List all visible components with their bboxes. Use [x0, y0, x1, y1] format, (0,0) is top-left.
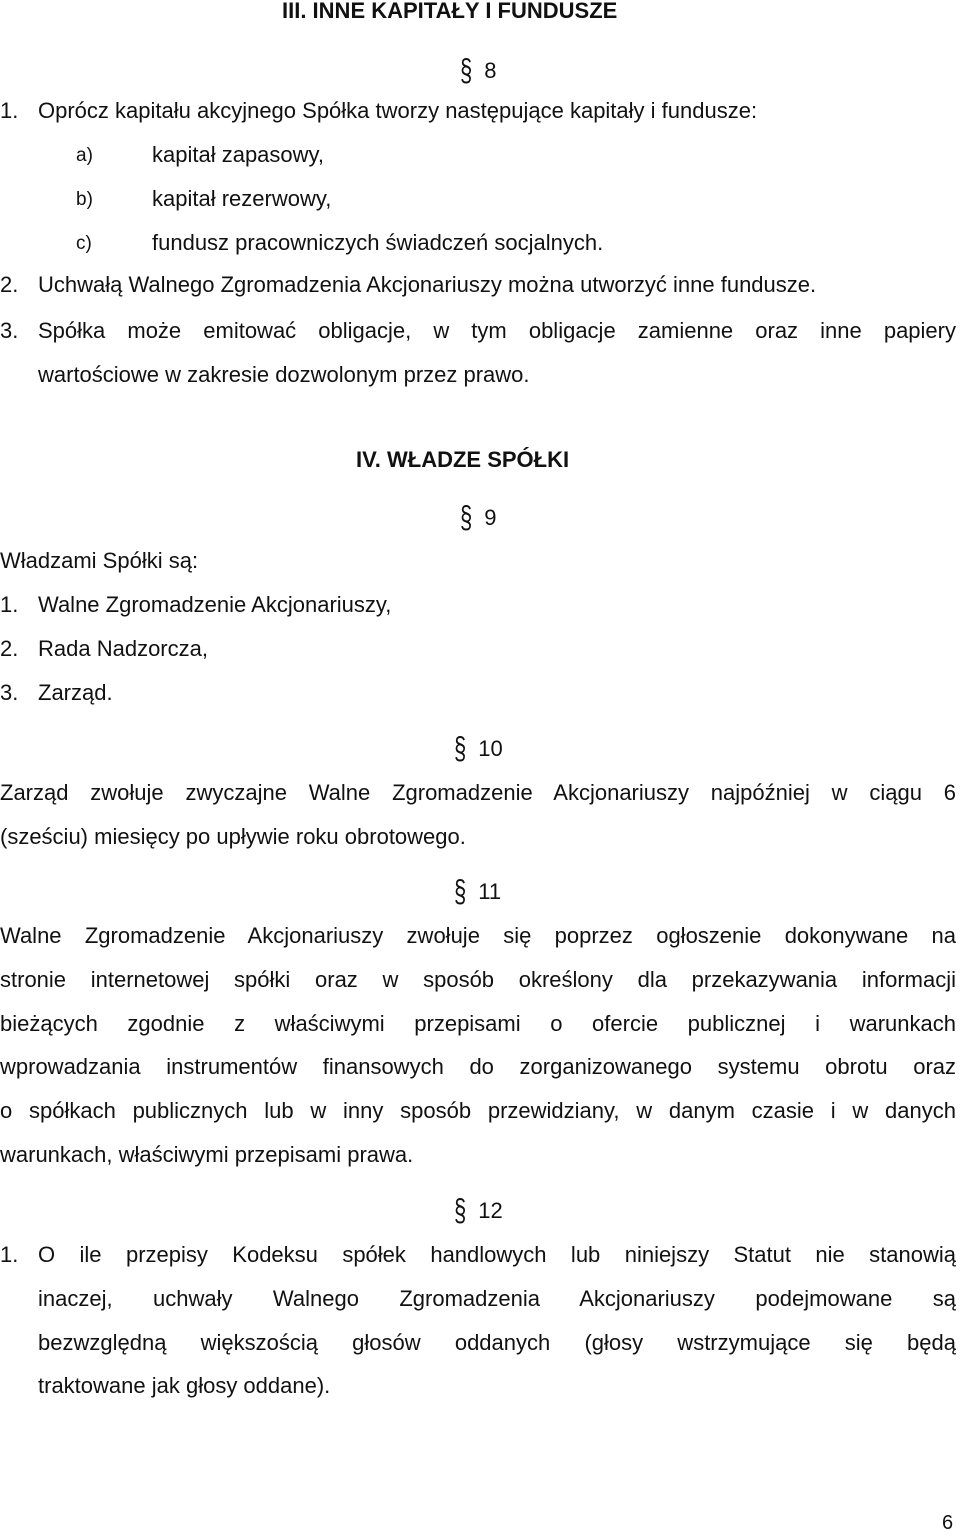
paragraph-number: 12 — [478, 1198, 503, 1223]
paragraph-line: bezwzględną większością głosów oddanych (głosy wstrzymujące się będą — [38, 1330, 956, 1355]
fund-letter: a) — [76, 145, 93, 166]
paragraph-number: 10 — [478, 736, 503, 761]
paragraph-line: stronie internetowej spółki oraz w sposób określony dla przekazywania informacji — [0, 967, 956, 992]
paragraph-line: o spółkach publicznych lub w inny sposób przewidziany, w danym czasie i w danych — [0, 1098, 956, 1123]
paragraph-mark-11 — [454, 873, 502, 910]
paragraph-number: 8 — [484, 58, 497, 83]
section-sign: § — [454, 730, 467, 767]
paragraph-line: bieżących zgodnie z właściwymi przepisami o ofercie publicznej i warunkach — [0, 1011, 956, 1036]
paragraph-number: 9 — [484, 505, 497, 530]
list-number: 2. — [0, 636, 19, 661]
paragraph-line: (sześciu) miesięcy po upływie roku obrotowego. — [0, 824, 466, 849]
paragraph-mark-8 — [460, 52, 497, 89]
page-number: 6 — [942, 1512, 954, 1534]
list-item-text: Spółka może emitować obligacje, w tym obligacje zamienne oraz inne papiery — [38, 318, 956, 343]
intro-text: Władzami Spółki są: — [0, 548, 199, 573]
list-number: 1. — [0, 1242, 19, 1267]
paragraph-mark-10 — [454, 730, 503, 767]
list-item-text: wartościowe w zakresie dozwolonym przez prawo. — [38, 362, 530, 387]
section-sign: § — [460, 499, 473, 536]
list-item-text: Walne Zgromadzenie Akcjonariuszy, — [38, 592, 392, 617]
section-sign: § — [454, 873, 467, 910]
section-sign: § — [454, 1192, 467, 1229]
list-number: 2. — [0, 272, 19, 297]
paragraph-line: Walne Zgromadzenie Akcjonariuszy zwołuje się poprzez ogłoszenie dokonywane na — [0, 923, 956, 948]
fund-letter: b) — [76, 189, 93, 210]
paragraph-line: traktowane jak głosy oddane). — [38, 1373, 331, 1398]
list-number: 3. — [0, 318, 19, 343]
fund-item: fundusz pracowniczych świadczeń socjalnych. — [152, 230, 604, 255]
paragraph-line: inaczej, uchwały Walnego Zgromadzenia Akcjonariuszy podejmowane są — [38, 1286, 956, 1311]
fund-item: kapitał rezerwowy, — [152, 186, 332, 211]
list-item-text: Uchwałą Walnego Zgromadzenia Akcjonariuszy można utworzyć inne fundusze. — [38, 272, 817, 297]
paragraph-line: Zarząd zwołuje zwyczajne Walne Zgromadzenie Akcjonariuszy najpóźniej w ciągu 6 — [0, 780, 956, 805]
list-number: 1. — [0, 98, 19, 123]
fund-letter: c) — [76, 233, 92, 254]
section-heading-iii: III. INNE KAPITAŁY I FUNDUSZE — [282, 0, 618, 23]
section-heading-iv: IV. WŁADZE SPÓŁKI — [356, 447, 570, 472]
list-item-text: Zarząd. — [38, 680, 113, 705]
paragraph-number: 11 — [478, 879, 502, 904]
list-item-text: Rada Nadzorcza, — [38, 636, 208, 661]
fund-item: kapitał zapasowy, — [152, 142, 325, 167]
list-number: 3. — [0, 680, 19, 705]
paragraph-line: wprowadzania instrumentów finansowych do zorganizowanego systemu obrotu oraz — [0, 1054, 956, 1079]
section-sign: § — [460, 52, 473, 89]
paragraph-line: warunkach, właściwymi przepisami prawa. — [0, 1142, 414, 1167]
paragraph-mark-9 — [460, 499, 497, 536]
paragraph-mark-12 — [454, 1192, 503, 1229]
list-number: 1. — [0, 592, 19, 617]
list-item-text: Oprócz kapitału akcyjnego Spółka tworzy następujące kapitały i fundusze: — [38, 98, 758, 123]
paragraph-line: O ile przepisy Kodeksu spółek handlowych lub niniejszy Statut nie stanowią — [38, 1242, 956, 1267]
